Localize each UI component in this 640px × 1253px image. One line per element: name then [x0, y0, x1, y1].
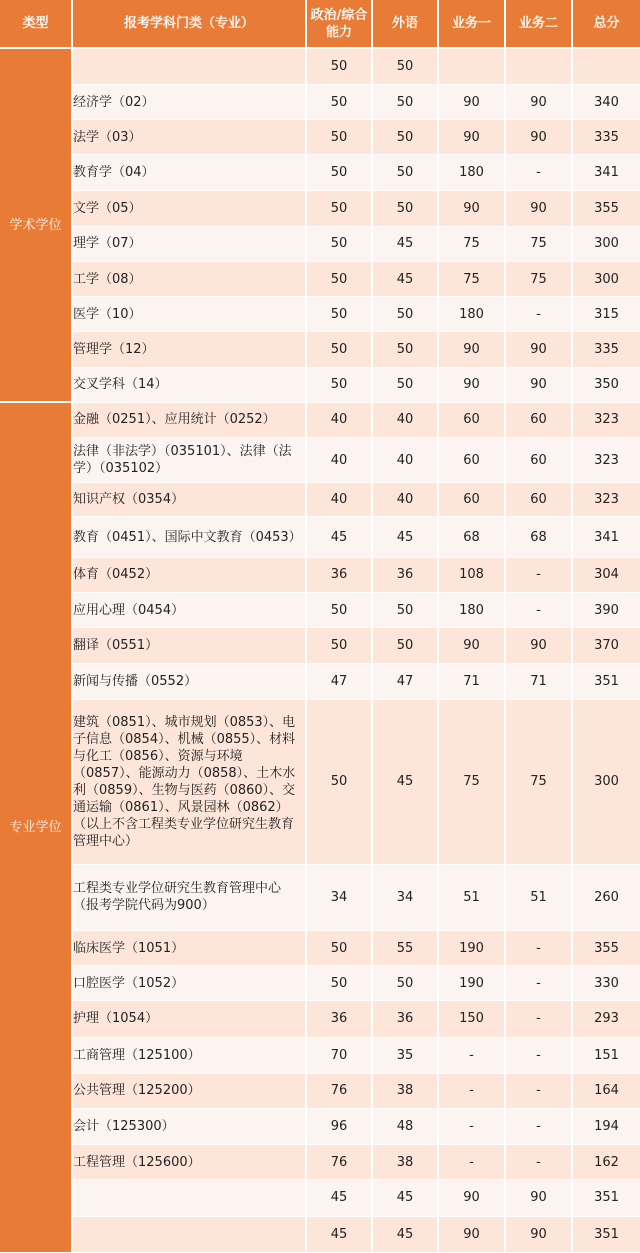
subject-cell: 教育（0451）、国际中文教育（0453）	[72, 517, 306, 557]
total-cell: 300	[572, 699, 640, 864]
major-one-cell: 60	[438, 402, 505, 437]
foreign-language-cell: 38	[372, 1073, 438, 1108]
foreign-language-cell: 50	[372, 966, 438, 1001]
table-row	[0, 332, 640, 367]
total-cell: 151	[572, 1037, 640, 1073]
table-row	[0, 483, 640, 517]
foreign-language-cell: 50	[372, 190, 438, 226]
subject-cell: 体育（0452）	[72, 557, 306, 592]
foreign-language-cell: 40	[372, 438, 438, 483]
major-one-cell: -	[438, 1108, 505, 1144]
foreign-language-cell: 36	[372, 1001, 438, 1037]
major-two-cell: -	[505, 1108, 572, 1144]
foreign-language-cell: 38	[372, 1145, 438, 1180]
table-row	[0, 930, 640, 965]
subject-cell: 理学（07）	[72, 226, 306, 261]
politics-cell: 50	[306, 628, 372, 664]
subject-cell: 翻译（0551）	[72, 628, 306, 664]
major-two-cell: -	[505, 1145, 572, 1180]
major-one-cell: 60	[438, 438, 505, 483]
table-row	[0, 120, 640, 155]
total-cell: 350	[572, 367, 640, 402]
major-one-cell: 108	[438, 557, 505, 592]
foreign-language-cell: 36	[372, 557, 438, 592]
major-two-cell: 90	[505, 1180, 572, 1216]
politics-cell: 50	[306, 226, 372, 261]
table-row	[0, 1216, 640, 1252]
politics-cell: 50	[306, 190, 372, 226]
foreign-language-cell: 40	[372, 402, 438, 437]
total-cell: 341	[572, 517, 640, 557]
politics-cell: 47	[306, 664, 372, 699]
major-one-cell: 90	[438, 1180, 505, 1216]
total-cell	[572, 48, 640, 84]
subject-cell: 公共管理（125200）	[72, 1073, 306, 1108]
major-one-cell: 90	[438, 367, 505, 402]
major-two-cell: 75	[505, 226, 572, 261]
foreign-language-cell: 45	[372, 226, 438, 261]
subject-cell	[72, 48, 306, 84]
table-row	[0, 664, 640, 699]
foreign-language-cell: 45	[372, 262, 438, 297]
group-label-academic: 学术学位	[0, 48, 72, 402]
major-two-cell: 75	[505, 262, 572, 297]
politics-cell: 50	[306, 262, 372, 297]
subject-cell: 临床医学（1051）	[72, 930, 306, 965]
major-two-cell: -	[505, 557, 572, 592]
major-one-cell: 190	[438, 930, 505, 965]
major-two-cell: 60	[505, 402, 572, 437]
major-two-cell: 90	[505, 190, 572, 226]
total-cell: 300	[572, 226, 640, 261]
foreign-language-cell: 55	[372, 930, 438, 965]
major-two-cell: 90	[505, 120, 572, 155]
total-cell: 370	[572, 628, 640, 664]
major-one-cell: 60	[438, 483, 505, 517]
major-one-cell: 75	[438, 262, 505, 297]
major-two-cell: 90	[505, 628, 572, 664]
major-two-cell: 60	[505, 483, 572, 517]
politics-cell: 50	[306, 120, 372, 155]
major-one-cell: 180	[438, 155, 505, 190]
major-two-cell: -	[505, 297, 572, 332]
header-major-two: 业务二	[505, 0, 572, 48]
total-cell: 335	[572, 332, 640, 367]
total-cell: 315	[572, 297, 640, 332]
header-type: 类型	[0, 0, 72, 48]
subject-cell: 教育学（04）	[72, 155, 306, 190]
table-row	[0, 297, 640, 332]
table-row	[0, 155, 640, 190]
table-row	[0, 1108, 640, 1144]
major-one-cell: -	[438, 1037, 505, 1073]
foreign-language-cell: 45	[372, 699, 438, 864]
subject-cell: 新闻与传播（0552）	[72, 664, 306, 699]
major-one-cell: 90	[438, 1216, 505, 1252]
table-row	[0, 628, 640, 664]
subject-cell: 工程管理（125600）	[72, 1145, 306, 1180]
table-row	[0, 84, 640, 119]
group-label-professional: 专业学位	[0, 402, 72, 1252]
major-one-cell: 180	[438, 592, 505, 627]
total-cell: 351	[572, 1180, 640, 1216]
foreign-language-cell: 45	[372, 1180, 438, 1216]
total-cell: 323	[572, 483, 640, 517]
table-row	[0, 367, 640, 402]
total-cell: 194	[572, 1108, 640, 1144]
major-two-cell: 90	[505, 84, 572, 119]
foreign-language-cell: 50	[372, 48, 438, 84]
total-cell: 293	[572, 1001, 640, 1037]
major-one-cell: -	[438, 1073, 505, 1108]
table-row	[0, 48, 640, 84]
politics-cell: 40	[306, 483, 372, 517]
total-cell: 351	[572, 1216, 640, 1252]
major-two-cell: -	[505, 930, 572, 965]
total-cell: 340	[572, 84, 640, 119]
table-row	[0, 966, 640, 1001]
politics-cell: 70	[306, 1037, 372, 1073]
total-cell: 323	[572, 402, 640, 437]
table-row	[0, 438, 640, 483]
foreign-language-cell: 50	[372, 155, 438, 190]
table-row	[0, 1180, 640, 1216]
major-two-cell	[505, 48, 572, 84]
major-one-cell: 90	[438, 84, 505, 119]
foreign-language-cell: 50	[372, 84, 438, 119]
table-row	[0, 1145, 640, 1180]
header-total: 总分	[572, 0, 640, 48]
total-cell: 355	[572, 190, 640, 226]
table-row	[0, 190, 640, 226]
table-row	[0, 402, 640, 437]
header-subject: 报考学科门类（专业）	[72, 0, 306, 48]
subject-cell	[72, 1180, 306, 1216]
major-one-cell: 190	[438, 966, 505, 1001]
table-row	[0, 1037, 640, 1073]
total-cell: 162	[572, 1145, 640, 1180]
table-row	[0, 517, 640, 557]
total-cell: 164	[572, 1073, 640, 1108]
subject-cell	[72, 1216, 306, 1252]
politics-cell: 40	[306, 402, 372, 437]
politics-cell: 50	[306, 332, 372, 367]
major-one-cell: 90	[438, 628, 505, 664]
politics-cell: 36	[306, 1001, 372, 1037]
major-two-cell: 90	[505, 1216, 572, 1252]
total-cell: 260	[572, 864, 640, 930]
foreign-language-cell: 50	[372, 628, 438, 664]
politics-cell: 76	[306, 1073, 372, 1108]
politics-cell: 50	[306, 84, 372, 119]
table-row	[0, 557, 640, 592]
major-two-cell: 71	[505, 664, 572, 699]
major-two-cell: -	[505, 155, 572, 190]
total-cell: 304	[572, 557, 640, 592]
major-two-cell: 60	[505, 438, 572, 483]
subject-cell: 交叉学科（14）	[72, 367, 306, 402]
total-cell: 351	[572, 664, 640, 699]
major-one-cell: 90	[438, 190, 505, 226]
major-two-cell: 90	[505, 332, 572, 367]
major-two-cell: -	[505, 592, 572, 627]
subject-cell: 会计（125300）	[72, 1108, 306, 1144]
table-row	[0, 226, 640, 261]
politics-cell: 50	[306, 699, 372, 864]
politics-cell: 45	[306, 517, 372, 557]
major-one-cell: 71	[438, 664, 505, 699]
foreign-language-cell: 50	[372, 592, 438, 627]
major-one-cell: 90	[438, 332, 505, 367]
foreign-language-cell: 50	[372, 297, 438, 332]
total-cell: 323	[572, 438, 640, 483]
major-two-cell: 90	[505, 367, 572, 402]
politics-cell: 96	[306, 1108, 372, 1144]
politics-cell: 36	[306, 557, 372, 592]
politics-cell: 45	[306, 1180, 372, 1216]
foreign-language-cell: 35	[372, 1037, 438, 1073]
politics-cell: 34	[306, 864, 372, 930]
subject-cell: 管理学（12）	[72, 332, 306, 367]
total-cell: 330	[572, 966, 640, 1001]
foreign-language-cell: 48	[372, 1108, 438, 1144]
total-cell: 335	[572, 120, 640, 155]
subject-cell: 护理（1054）	[72, 1001, 306, 1037]
subject-cell: 经济学（02）	[72, 84, 306, 119]
major-one-cell: 75	[438, 699, 505, 864]
major-one-cell	[438, 48, 505, 84]
politics-cell: 50	[306, 367, 372, 402]
foreign-language-cell: 50	[372, 120, 438, 155]
foreign-language-cell: 50	[372, 332, 438, 367]
table-row	[0, 699, 640, 864]
header-politics: 政治/综合能力	[306, 0, 372, 48]
major-one-cell: 75	[438, 226, 505, 261]
foreign-language-cell: 47	[372, 664, 438, 699]
subject-cell: 金融（0251）、应用统计（0252）	[72, 402, 306, 437]
foreign-language-cell: 34	[372, 864, 438, 930]
table-row	[0, 864, 640, 930]
total-cell: 341	[572, 155, 640, 190]
total-cell: 355	[572, 930, 640, 965]
major-two-cell: -	[505, 1001, 572, 1037]
subject-cell: 应用心理（0454）	[72, 592, 306, 627]
politics-cell: 50	[306, 48, 372, 84]
politics-cell: 40	[306, 438, 372, 483]
politics-cell: 50	[306, 155, 372, 190]
subject-cell: 法学（03）	[72, 120, 306, 155]
total-cell: 390	[572, 592, 640, 627]
foreign-language-cell: 50	[372, 367, 438, 402]
subject-cell: 工商管理（125100）	[72, 1037, 306, 1073]
major-one-cell: 90	[438, 120, 505, 155]
table-row	[0, 262, 640, 297]
major-one-cell: 150	[438, 1001, 505, 1037]
major-two-cell: 68	[505, 517, 572, 557]
major-two-cell: -	[505, 1037, 572, 1073]
subject-cell: 口腔医学（1052）	[72, 966, 306, 1001]
major-two-cell: 75	[505, 699, 572, 864]
table-row	[0, 1001, 640, 1037]
politics-cell: 50	[306, 297, 372, 332]
header-foreign-language: 外语	[372, 0, 438, 48]
total-cell: 300	[572, 262, 640, 297]
major-two-cell: 51	[505, 864, 572, 930]
major-one-cell: 51	[438, 864, 505, 930]
politics-cell: 50	[306, 930, 372, 965]
politics-cell: 76	[306, 1145, 372, 1180]
major-two-cell: -	[505, 966, 572, 1001]
subject-cell: 工程类专业学位研究生教育管理中心（报考学院代码为900）	[72, 864, 306, 930]
major-one-cell: -	[438, 1145, 505, 1180]
foreign-language-cell: 45	[372, 517, 438, 557]
header-row	[0, 0, 640, 48]
subject-cell: 知识产权（0354）	[72, 483, 306, 517]
politics-cell: 50	[306, 592, 372, 627]
major-two-cell: -	[505, 1073, 572, 1108]
table-row	[0, 1073, 640, 1108]
table-row	[0, 592, 640, 627]
header-major-one: 业务一	[438, 0, 505, 48]
politics-cell: 45	[306, 1216, 372, 1252]
major-one-cell: 68	[438, 517, 505, 557]
subject-cell: 工学（08）	[72, 262, 306, 297]
foreign-language-cell: 40	[372, 483, 438, 517]
foreign-language-cell: 45	[372, 1216, 438, 1252]
subject-cell: 建筑（0851）、城市规划（0853）、电子信息（0854）、机械（0855）、材料与化工（0856）、资源与环境（0857）、能源动力（0858）、土木水利（0859）、生物与医药（0860）、交通运输（0861）、风景园林（0862）（以上不含工程类专业学位研究生教育管理中心）	[72, 699, 306, 864]
politics-cell: 50	[306, 966, 372, 1001]
major-one-cell: 180	[438, 297, 505, 332]
subject-cell: 文学（05）	[72, 190, 306, 226]
subject-cell: 法律（非法学）（035101）、法律（法学）（035102）	[72, 438, 306, 483]
subject-cell: 医学（10）	[72, 297, 306, 332]
